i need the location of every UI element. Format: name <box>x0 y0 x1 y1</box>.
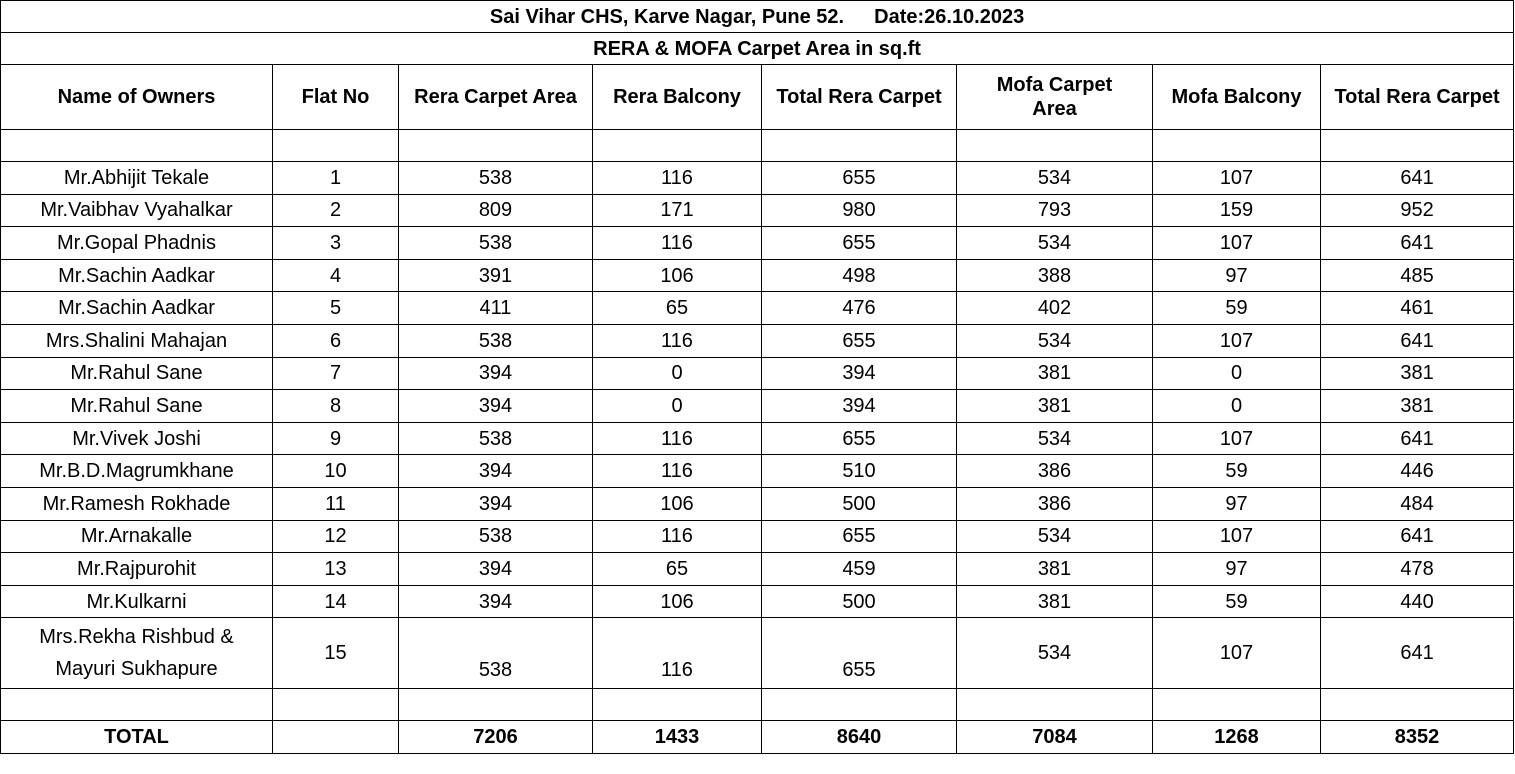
total-rera-cell: 510 <box>762 455 957 488</box>
owner-name-cell: Mr.Rahul Sane <box>1 390 273 423</box>
total-mofa-cell: 641 <box>1321 227 1514 260</box>
header-cell-mofa-carpet: Mofa Carpet Area <box>957 65 1153 130</box>
total-rera-cell: 655 <box>762 324 957 357</box>
blank-cell <box>399 130 593 162</box>
rera-balcony-cell: 65 <box>593 292 762 325</box>
table-row <box>1 422 1514 455</box>
total-mofa-cell: 641 <box>1321 324 1514 357</box>
header-cell-rera-carpet: Rera Carpet Area <box>399 65 593 130</box>
rera-balcony-cell: 0 <box>593 357 762 390</box>
table-row <box>1 292 1514 325</box>
table-row <box>1 618 1514 689</box>
owner-name-cell: Mr.Abhijit Tekale <box>1 162 273 195</box>
mofa-carpet-cell: 534 <box>957 227 1153 260</box>
header-cell-rera-balcony: Rera Balcony <box>593 65 762 130</box>
total-mofa-cell: 485 <box>1321 259 1514 292</box>
rera-carpet-cell: 394 <box>399 390 593 423</box>
owner-name-cell: Mr.Kulkarni <box>1 585 273 618</box>
owner-name-line: Mrs.Rekha Rishbud & <box>39 626 234 649</box>
mofa-carpet-cell: 402 <box>957 292 1153 325</box>
mofa-balcony-cell: 59 <box>1153 585 1321 618</box>
total-rera-balcony: 1433 <box>593 721 762 754</box>
table-row <box>1 585 1514 618</box>
owner-name-cell: Mr.Sachin Aadkar <box>1 259 273 292</box>
total-mofa-cell: 952 <box>1321 194 1514 227</box>
blank-cell <box>273 721 399 754</box>
rera-carpet-cell: 538 <box>399 618 593 689</box>
total-mofa-cell: 381 <box>1321 357 1514 390</box>
table-row <box>1 259 1514 292</box>
owner-name-cell: Mr.Rahul Sane <box>1 357 273 390</box>
total-mofa-cell: 484 <box>1321 487 1514 520</box>
mofa-balcony-cell: 107 <box>1153 324 1321 357</box>
total-mofa-cell: 381 <box>1321 390 1514 423</box>
rera-carpet-cell: 394 <box>399 553 593 586</box>
total-total-mofa: 8352 <box>1321 721 1514 754</box>
flat-no-cell: 13 <box>273 553 399 586</box>
title-row <box>1 1 1514 33</box>
owner-name-cell: Mr.Sachin Aadkar <box>1 292 273 325</box>
blank-cell <box>399 689 593 721</box>
mofa-carpet-cell: 381 <box>957 357 1153 390</box>
flat-no-cell: 10 <box>273 455 399 488</box>
blank-cell <box>1153 130 1321 162</box>
rera-carpet-cell: 411 <box>399 292 593 325</box>
flat-no-cell: 12 <box>273 520 399 553</box>
total-mofa-balcony: 1268 <box>1153 721 1321 754</box>
table-row <box>1 553 1514 586</box>
total-mofa-cell: 440 <box>1321 585 1514 618</box>
rera-balcony-cell: 116 <box>593 227 762 260</box>
rera-balcony-cell: 116 <box>593 162 762 195</box>
header-cell-total-rera: Total Rera Carpet <box>762 65 957 130</box>
rera-carpet-cell: 391 <box>399 259 593 292</box>
mofa-carpet-cell: 388 <box>957 259 1153 292</box>
mofa-balcony-cell: 97 <box>1153 553 1321 586</box>
total-rera-cell: 655 <box>762 520 957 553</box>
subtitle-row <box>1 33 1514 65</box>
mofa-balcony-cell: 107 <box>1153 618 1321 689</box>
rera-carpet-cell: 538 <box>399 227 593 260</box>
total-row <box>1 721 1514 754</box>
mofa-balcony-cell: 97 <box>1153 259 1321 292</box>
rera-carpet-cell: 394 <box>399 357 593 390</box>
flat-no-cell: 4 <box>273 259 399 292</box>
rera-carpet-cell: 809 <box>399 194 593 227</box>
flat-no-cell: 2 <box>273 194 399 227</box>
header-cell-mofa-balcony: Mofa Balcony <box>1153 65 1321 130</box>
mofa-balcony-cell: 107 <box>1153 520 1321 553</box>
total-rera-cell: 655 <box>762 162 957 195</box>
blank-cell <box>593 130 762 162</box>
total-total-rera: 8640 <box>762 721 957 754</box>
sheet-title <box>1 1 1514 33</box>
owner-name-cell: Mr.Ramesh Rokhade <box>1 487 273 520</box>
rera-balcony-cell: 106 <box>593 585 762 618</box>
total-rera-carpet: 7206 <box>399 721 593 754</box>
blank-cell <box>273 130 399 162</box>
rera-carpet-cell: 538 <box>399 422 593 455</box>
blank-cell <box>957 130 1153 162</box>
society-name: Sai Vihar CHS, Karve Nagar, Pune 52. <box>489 5 845 28</box>
mofa-carpet-cell: 534 <box>957 324 1153 357</box>
rera-balcony-cell: 116 <box>593 324 762 357</box>
total-mofa-cell: 641 <box>1321 162 1514 195</box>
table-row <box>1 194 1514 227</box>
total-rera-cell: 500 <box>762 585 957 618</box>
owner-name-cell: Mr.Vivek Joshi <box>1 422 273 455</box>
total-rera-cell: 655 <box>762 227 957 260</box>
rera-balcony-cell: 65 <box>593 553 762 586</box>
total-rera-cell: 500 <box>762 487 957 520</box>
owner-name-cell: Mr.Rajpurohit <box>1 553 273 586</box>
total-rera-cell: 394 <box>762 390 957 423</box>
flat-no-cell: 11 <box>273 487 399 520</box>
blank-row <box>1 130 1514 162</box>
flat-no-cell: 9 <box>273 422 399 455</box>
flat-no-cell: 14 <box>273 585 399 618</box>
mofa-carpet-cell: 381 <box>957 390 1153 423</box>
flat-no-cell: 5 <box>273 292 399 325</box>
total-label: TOTAL <box>1 721 273 754</box>
total-rera-cell: 980 <box>762 194 957 227</box>
rera-balcony-cell: 106 <box>593 487 762 520</box>
rera-carpet-cell: 538 <box>399 520 593 553</box>
table-row <box>1 487 1514 520</box>
total-mofa-cell: 461 <box>1321 292 1514 325</box>
header-row <box>1 65 1514 130</box>
rera-carpet-cell: 538 <box>399 162 593 195</box>
owner-name-cell: Mrs.Shalini Mahajan <box>1 324 273 357</box>
rera-balcony-cell: 0 <box>593 390 762 423</box>
mofa-carpet-cell: 534 <box>957 618 1153 689</box>
total-mofa-cell: 446 <box>1321 455 1514 488</box>
mofa-carpet-cell: 381 <box>957 585 1153 618</box>
rera-balcony-cell: 106 <box>593 259 762 292</box>
total-rera-cell: 459 <box>762 553 957 586</box>
blank-cell <box>1 689 273 721</box>
owner-name-cell: Mr.Vaibhav Vyahalkar <box>1 194 273 227</box>
table-row <box>1 324 1514 357</box>
rera-balcony-cell: 116 <box>593 422 762 455</box>
blank-cell <box>762 130 957 162</box>
rera-balcony-cell: 116 <box>593 520 762 553</box>
rera-balcony-cell: 116 <box>593 455 762 488</box>
mofa-balcony-cell: 0 <box>1153 390 1321 423</box>
blank-cell <box>1153 689 1321 721</box>
sheet-date: Date:26.10.2023 <box>874 5 1025 28</box>
mofa-balcony-cell: 159 <box>1153 194 1321 227</box>
total-mofa-cell: 641 <box>1321 422 1514 455</box>
total-rera-cell: 655 <box>762 618 957 689</box>
mofa-balcony-cell: 107 <box>1153 227 1321 260</box>
blank-cell <box>762 689 957 721</box>
flat-no-cell: 6 <box>273 324 399 357</box>
table-row <box>1 162 1514 195</box>
rera-carpet-cell: 394 <box>399 487 593 520</box>
header-cell-name: Name of Owners <box>1 65 273 130</box>
rera-carpet-cell: 394 <box>399 585 593 618</box>
mofa-carpet-cell: 386 <box>957 487 1153 520</box>
table-row <box>1 390 1514 423</box>
total-rera-cell: 655 <box>762 422 957 455</box>
flat-no-cell: 8 <box>273 390 399 423</box>
total-mofa-cell: 641 <box>1321 520 1514 553</box>
total-rera-cell: 476 <box>762 292 957 325</box>
total-mofa-cell: 478 <box>1321 553 1514 586</box>
blank-cell <box>273 689 399 721</box>
flat-no-cell: 15 <box>273 618 399 689</box>
mofa-carpet-cell: 534 <box>957 520 1153 553</box>
blank-row <box>1 689 1514 721</box>
mofa-carpet-cell: 534 <box>957 162 1153 195</box>
owner-name-cell <box>1 618 273 689</box>
total-rera-cell: 394 <box>762 357 957 390</box>
mofa-carpet-cell: 793 <box>957 194 1153 227</box>
mofa-balcony-cell: 0 <box>1153 357 1321 390</box>
table-row <box>1 455 1514 488</box>
blank-cell <box>1 130 273 162</box>
rera-carpet-cell: 394 <box>399 455 593 488</box>
header-cell-total-mofa: Total Rera Carpet <box>1321 65 1514 130</box>
owner-name-cell: Mr.B.D.Magrumkhane <box>1 455 273 488</box>
table-row <box>1 357 1514 390</box>
mofa-carpet-cell: 381 <box>957 553 1153 586</box>
flat-no-cell: 1 <box>273 162 399 195</box>
mofa-balcony-cell: 59 <box>1153 455 1321 488</box>
blank-cell <box>1321 689 1514 721</box>
total-rera-cell: 498 <box>762 259 957 292</box>
table-row <box>1 520 1514 553</box>
mofa-balcony-cell: 107 <box>1153 422 1321 455</box>
total-mofa-carpet: 7084 <box>957 721 1153 754</box>
blank-cell <box>957 689 1153 721</box>
blank-cell <box>1321 130 1514 162</box>
flat-no-cell: 3 <box>273 227 399 260</box>
mofa-carpet-cell: 534 <box>957 422 1153 455</box>
mofa-balcony-cell: 59 <box>1153 292 1321 325</box>
rera-balcony-cell: 116 <box>593 618 762 689</box>
owner-name-cell: Mr.Gopal Phadnis <box>1 227 273 260</box>
mofa-carpet-cell: 386 <box>957 455 1153 488</box>
mofa-balcony-cell: 97 <box>1153 487 1321 520</box>
mofa-balcony-cell: 107 <box>1153 162 1321 195</box>
total-mofa-cell: 641 <box>1321 618 1514 689</box>
rera-carpet-cell: 538 <box>399 324 593 357</box>
owner-name-line: Mayuri Sukhapure <box>55 658 218 681</box>
rera-balcony-cell: 171 <box>593 194 762 227</box>
table-row <box>1 227 1514 260</box>
flat-no-cell: 7 <box>273 357 399 390</box>
sheet-subtitle: RERA & MOFA Carpet Area in sq.ft <box>1 33 1514 65</box>
owner-name-cell: Mr.Arnakalle <box>1 520 273 553</box>
header-cell-flat: Flat No <box>273 65 399 130</box>
blank-cell <box>593 689 762 721</box>
